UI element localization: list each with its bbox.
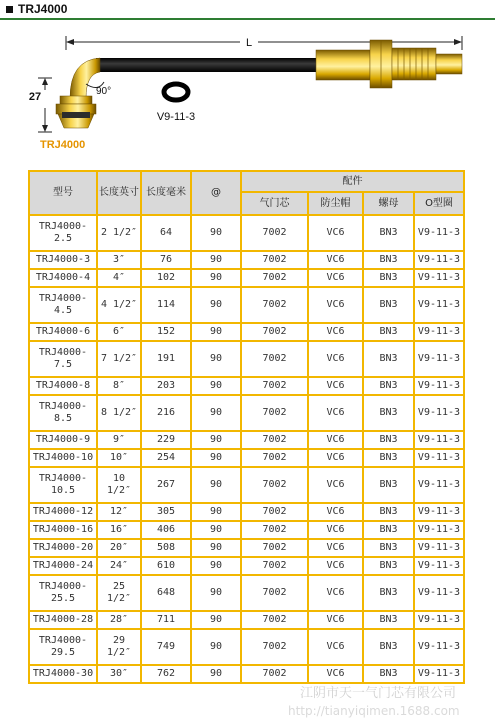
cell-length-mm: 254 [141,449,191,467]
cell-length-mm: 305 [141,503,191,521]
cell-nut: BN3 [363,287,414,323]
cell-length-inch: 30″ [97,665,141,683]
cell-o-ring: V9-11-3 [414,323,464,341]
cell-model: TRJ4000-30 [29,665,97,683]
cell-length-inch: 8″ [97,377,141,395]
cell-length-inch: 10″ [97,449,141,467]
cell-o-ring: V9-11-3 [414,287,464,323]
cell-nut: BN3 [363,665,414,683]
cell-model: TRJ4000-7.5 [29,341,97,377]
bullet-square-icon [6,6,13,13]
cell-length-mm: 267 [141,467,191,503]
cell-o-ring: V9-11-3 [414,539,464,557]
header-model: 型号 [29,171,97,215]
cell-dust-cap: VC6 [308,629,363,665]
threaded-stem [392,48,436,80]
cell-at: 90 [191,467,241,503]
cell-at: 90 [191,521,241,539]
cell-dust-cap: VC6 [308,557,363,575]
cell-o-ring: V9-11-3 [414,251,464,269]
cell-length-inch: 3″ [97,251,141,269]
cell-length-inch: 10 1/2″ [97,467,141,503]
cell-at: 90 [191,323,241,341]
cell-valve-core: 7002 [241,287,308,323]
header-length-inch: 长度英寸 [97,171,141,215]
cell-nut: BN3 [363,503,414,521]
cell-o-ring: V9-11-3 [414,467,464,503]
cell-o-ring: V9-11-3 [414,611,464,629]
cell-length-mm: 114 [141,287,191,323]
cell-length-inch: 2 1/2″ [97,215,141,251]
cell-dust-cap: VC6 [308,539,363,557]
cell-model: TRJ4000-8.5 [29,395,97,431]
cell-at: 90 [191,629,241,665]
cell-nut: BN3 [363,341,414,377]
cell-length-inch: 8 1/2″ [97,395,141,431]
height-label: 27 [28,91,42,103]
cell-dust-cap: VC6 [308,575,363,611]
cell-at: 90 [191,341,241,377]
cell-valve-core: 7002 [241,539,308,557]
table-row [29,323,464,341]
height-dimension [29,78,52,132]
table-row [29,557,464,575]
cell-model: TRJ4000-2.5 [29,215,97,251]
cell-length-inch: 6″ [97,323,141,341]
valve-product-diagram [0,20,495,170]
cell-o-ring: V9-11-3 [414,575,464,611]
table-row [29,521,464,539]
cell-nut: BN3 [363,323,414,341]
cell-nut: BN3 [363,629,414,665]
cell-o-ring: V9-11-3 [414,431,464,449]
cell-model: TRJ4000-8 [29,377,97,395]
cell-length-inch: 16″ [97,521,141,539]
cell-valve-core: 7002 [241,341,308,377]
cell-length-mm: 102 [141,269,191,287]
section-title: TRJ4000 [18,2,68,16]
table-row [29,539,464,557]
cell-o-ring: V9-11-3 [414,215,464,251]
cell-nut: BN3 [363,575,414,611]
cell-dust-cap: VC6 [308,665,363,683]
cell-length-mm: 191 [141,341,191,377]
cell-length-mm: 76 [141,251,191,269]
cell-valve-core: 7002 [241,575,308,611]
cell-dust-cap: VC6 [308,449,363,467]
cell-length-inch: 28″ [97,611,141,629]
cell-length-mm: 749 [141,629,191,665]
cell-valve-core: 7002 [241,323,308,341]
table-row [29,431,464,449]
header-at: @ [191,171,241,215]
cell-at: 90 [191,377,241,395]
o-ring-icon [164,84,188,100]
watermark-company: 江阴市天一气门芯有限公司 [300,686,457,701]
spec-table-wrapper [28,170,465,684]
table-row [29,665,464,683]
cell-length-inch: 29 1/2″ [97,629,141,665]
cell-valve-core: 7002 [241,503,308,521]
cell-model: TRJ4000-20 [29,539,97,557]
cell-valve-core: 7002 [241,629,308,665]
cell-valve-core: 7002 [241,611,308,629]
cell-valve-core: 7002 [241,431,308,449]
cell-nut: BN3 [363,215,414,251]
cell-model: TRJ4000-28 [29,611,97,629]
cell-dust-cap: VC6 [308,611,363,629]
cell-length-inch: 25 1/2″ [97,575,141,611]
cell-valve-core: 7002 [241,251,308,269]
cell-at: 90 [191,431,241,449]
length-label: L [245,37,253,49]
cell-nut: BN3 [363,467,414,503]
cell-model: TRJ4000-4 [29,269,97,287]
valve-tip [436,54,462,74]
cell-at: 90 [191,287,241,323]
cell-length-inch: 4″ [97,269,141,287]
cell-o-ring: V9-11-3 [414,503,464,521]
header-o-ring: O型圈 [414,192,464,215]
cell-length-mm: 229 [141,431,191,449]
table-row [29,467,464,503]
cell-length-mm: 610 [141,557,191,575]
cell-at: 90 [191,611,241,629]
cell-at: 90 [191,251,241,269]
cell-length-inch: 4 1/2″ [97,287,141,323]
table-row [29,215,464,251]
header-valve-core: 气门芯 [241,192,308,215]
cell-dust-cap: VC6 [308,215,363,251]
cell-length-mm: 406 [141,521,191,539]
cell-valve-core: 7002 [241,215,308,251]
cell-at: 90 [191,449,241,467]
cell-length-mm: 762 [141,665,191,683]
cell-nut: BN3 [363,431,414,449]
cell-model: TRJ4000-3 [29,251,97,269]
cell-valve-core: 7002 [241,665,308,683]
cell-at: 90 [191,665,241,683]
cell-length-mm: 508 [141,539,191,557]
cell-dust-cap: VC6 [308,269,363,287]
cell-length-mm: 216 [141,395,191,431]
cell-o-ring: V9-11-3 [414,269,464,287]
cell-o-ring: V9-11-3 [414,341,464,377]
cell-valve-core: 7002 [241,377,308,395]
angle-label: 90° [96,86,112,97]
header-length-mm: 长度毫米 [141,171,191,215]
table-row [29,629,464,665]
cell-length-mm: 64 [141,215,191,251]
spec-table [28,170,465,684]
cell-at: 90 [191,395,241,431]
table-row [29,287,464,323]
table-row [29,503,464,521]
table-row [29,575,464,611]
cell-nut: BN3 [363,539,414,557]
cell-model: TRJ4000-10 [29,449,97,467]
cell-nut: BN3 [363,269,414,287]
table-row [29,251,464,269]
cell-length-mm: 203 [141,377,191,395]
cell-at: 90 [191,503,241,521]
table-row [29,269,464,287]
cell-dust-cap: VC6 [308,431,363,449]
header-dust-cap: 防尘帽 [308,192,363,215]
cell-model: TRJ4000-9 [29,431,97,449]
cell-o-ring: V9-11-3 [414,395,464,431]
cell-at: 90 [191,269,241,287]
cell-model: TRJ4000-25.5 [29,575,97,611]
o-ring-label: V9-11-3 [156,111,196,123]
cell-nut: BN3 [363,377,414,395]
cell-at: 90 [191,539,241,557]
header-parts: 配件 [241,171,464,192]
cell-o-ring: V9-11-3 [414,557,464,575]
cell-dust-cap: VC6 [308,395,363,431]
cell-valve-core: 7002 [241,467,308,503]
cell-length-mm: 648 [141,575,191,611]
hose-body [96,58,320,72]
cell-o-ring: V9-11-3 [414,521,464,539]
cell-nut: BN3 [363,557,414,575]
cell-dust-cap: VC6 [308,377,363,395]
cell-dust-cap: VC6 [308,287,363,323]
table-row [29,449,464,467]
cell-nut: BN3 [363,521,414,539]
header-nut: 螺母 [363,192,414,215]
watermark-url: http://tianyiqimen.1688.com [288,704,460,718]
table-row [29,395,464,431]
section-header [0,0,495,20]
table-row [29,341,464,377]
cell-dust-cap: VC6 [308,323,363,341]
ferrule [316,50,370,80]
cell-length-inch: 24″ [97,557,141,575]
table-row [29,611,464,629]
cell-model: TRJ4000-6 [29,323,97,341]
cell-dust-cap: VC6 [308,467,363,503]
table-row [29,377,464,395]
cell-o-ring: V9-11-3 [414,449,464,467]
cell-nut: BN3 [363,251,414,269]
cell-length-inch: 12″ [97,503,141,521]
cell-model: TRJ4000-4.5 [29,287,97,323]
cell-length-mm: 152 [141,323,191,341]
cell-model: TRJ4000-29.5 [29,629,97,665]
cell-length-inch: 9″ [97,431,141,449]
cell-nut: BN3 [363,395,414,431]
cell-dust-cap: VC6 [308,503,363,521]
cell-dust-cap: VC6 [308,341,363,377]
cell-model: TRJ4000-16 [29,521,97,539]
cell-o-ring: V9-11-3 [414,629,464,665]
cell-length-inch: 7 1/2″ [97,341,141,377]
cell-o-ring: V9-11-3 [414,665,464,683]
cell-at: 90 [191,215,241,251]
cell-o-ring: V9-11-3 [414,377,464,395]
cell-model: TRJ4000-24 [29,557,97,575]
cell-at: 90 [191,575,241,611]
model-label: TRJ4000 [40,139,86,151]
cell-valve-core: 7002 [241,395,308,431]
cell-dust-cap: VC6 [308,521,363,539]
cell-valve-core: 7002 [241,521,308,539]
cell-valve-core: 7002 [241,557,308,575]
cell-dust-cap: VC6 [308,251,363,269]
cell-at: 90 [191,557,241,575]
cell-nut: BN3 [363,449,414,467]
cell-nut: BN3 [363,611,414,629]
cell-valve-core: 7002 [241,449,308,467]
cell-length-mm: 711 [141,611,191,629]
cell-length-inch: 20″ [97,539,141,557]
cell-valve-core: 7002 [241,269,308,287]
cell-model: TRJ4000-10.5 [29,467,97,503]
cell-model: TRJ4000-12 [29,503,97,521]
